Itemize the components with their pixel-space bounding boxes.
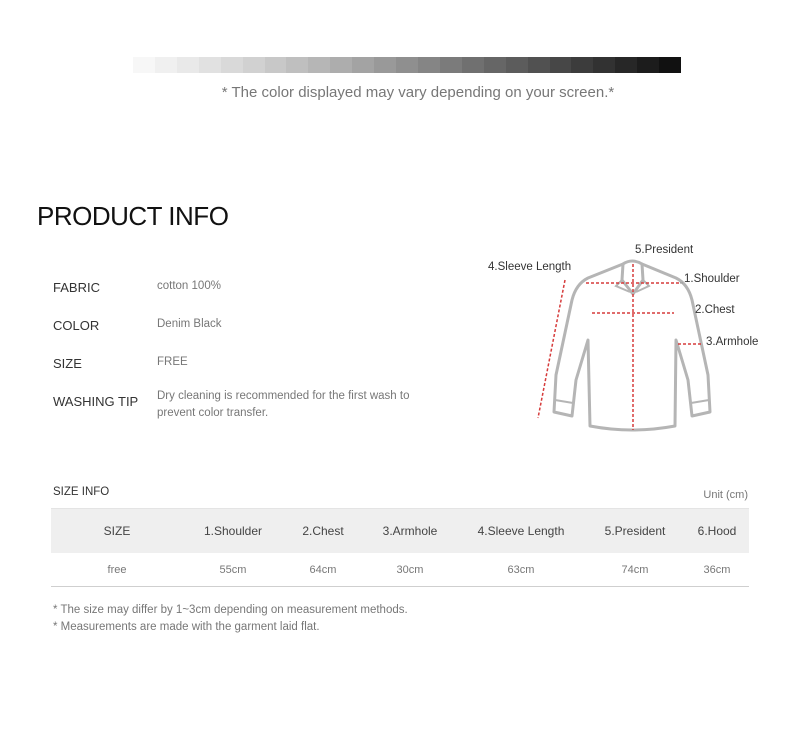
page-title: PRODUCT INFO: [37, 201, 229, 231]
info-value: FREE: [157, 356, 188, 368]
color-scale-bar: [133, 57, 681, 73]
color-swatch: [528, 57, 550, 73]
color-swatch: [133, 57, 155, 73]
color-swatch: [265, 57, 287, 73]
color-swatch: [615, 57, 637, 73]
cell-hood: 36cm: [685, 553, 749, 587]
cell-armhole: 30cm: [363, 553, 457, 587]
color-swatch: [308, 57, 330, 73]
color-swatch: [593, 57, 615, 73]
color-swatch: [484, 57, 506, 73]
label-armhole: 3.Armhole: [706, 336, 759, 348]
color-disclaimer: * The color displayed may vary depending on your screen.*: [221, 84, 615, 101]
color-swatch: [330, 57, 352, 73]
footnote-flat-measure: * Measurements are made with the garment laid flat.: [53, 621, 320, 633]
color-swatch: [221, 57, 243, 73]
label-chest: 2.Chest: [695, 304, 735, 316]
label-president: 5.President: [635, 244, 694, 256]
label-shoulder: 1.Shoulder: [684, 273, 740, 285]
color-swatch: [396, 57, 418, 73]
size-table-header-row: [51, 509, 749, 554]
color-swatch: [571, 57, 593, 73]
size-info-title: SIZE INFO: [53, 486, 110, 498]
cell-size: free: [51, 553, 183, 587]
footnote-size-variance: * The size may differ by 1~3cm depending on measurement methods.: [53, 604, 408, 616]
col-header-chest: 2.Chest: [283, 509, 363, 554]
col-header-shoulder: 1.Shoulder: [183, 509, 283, 554]
color-swatch: [199, 57, 221, 73]
color-swatch: [637, 57, 659, 73]
color-swatch: [506, 57, 528, 73]
color-swatch: [243, 57, 265, 73]
col-header-sleeve-length: 4.Sleeve Length: [457, 509, 585, 554]
cell-chest: 64cm: [283, 553, 363, 587]
info-label: FABRIC: [53, 280, 100, 295]
info-label: WASHING TIP: [53, 394, 139, 409]
cell-shoulder: 55cm: [183, 553, 283, 587]
col-header-armhole: 3.Armhole: [363, 509, 457, 554]
col-header-hood: 6.Hood: [685, 509, 749, 554]
color-swatch: [352, 57, 374, 73]
color-swatch: [286, 57, 308, 73]
right-cuff: [691, 400, 709, 403]
color-swatch: [155, 57, 177, 73]
info-value: Dry cleaning is recommended for the first wash to prevent color transfer.: [157, 390, 410, 419]
unit-note: Unit (cm): [703, 489, 748, 501]
size-table: [51, 508, 749, 587]
color-swatch: [418, 57, 440, 73]
info-label: SIZE: [53, 356, 82, 371]
color-swatch: [440, 57, 462, 73]
info-value: Denim Black: [157, 318, 222, 330]
left-cuff: [555, 400, 573, 403]
color-swatch: [462, 57, 484, 73]
color-swatch: [659, 57, 681, 73]
cell-president: 74cm: [585, 553, 685, 587]
label-sleeve-length: 4.Sleeve Length: [488, 261, 572, 273]
info-value: cotton 100%: [157, 280, 221, 292]
cell-sleeve-length: 63cm: [457, 553, 585, 587]
color-swatch: [550, 57, 572, 73]
col-header-president: 5.President: [585, 509, 685, 554]
color-swatch: [374, 57, 396, 73]
table-row: [51, 553, 749, 587]
garment-diagram: [480, 240, 780, 440]
info-label: COLOR: [53, 318, 100, 333]
color-swatch: [177, 57, 199, 73]
col-header-size: SIZE: [51, 509, 183, 554]
shirt-body-outline: [554, 264, 710, 430]
